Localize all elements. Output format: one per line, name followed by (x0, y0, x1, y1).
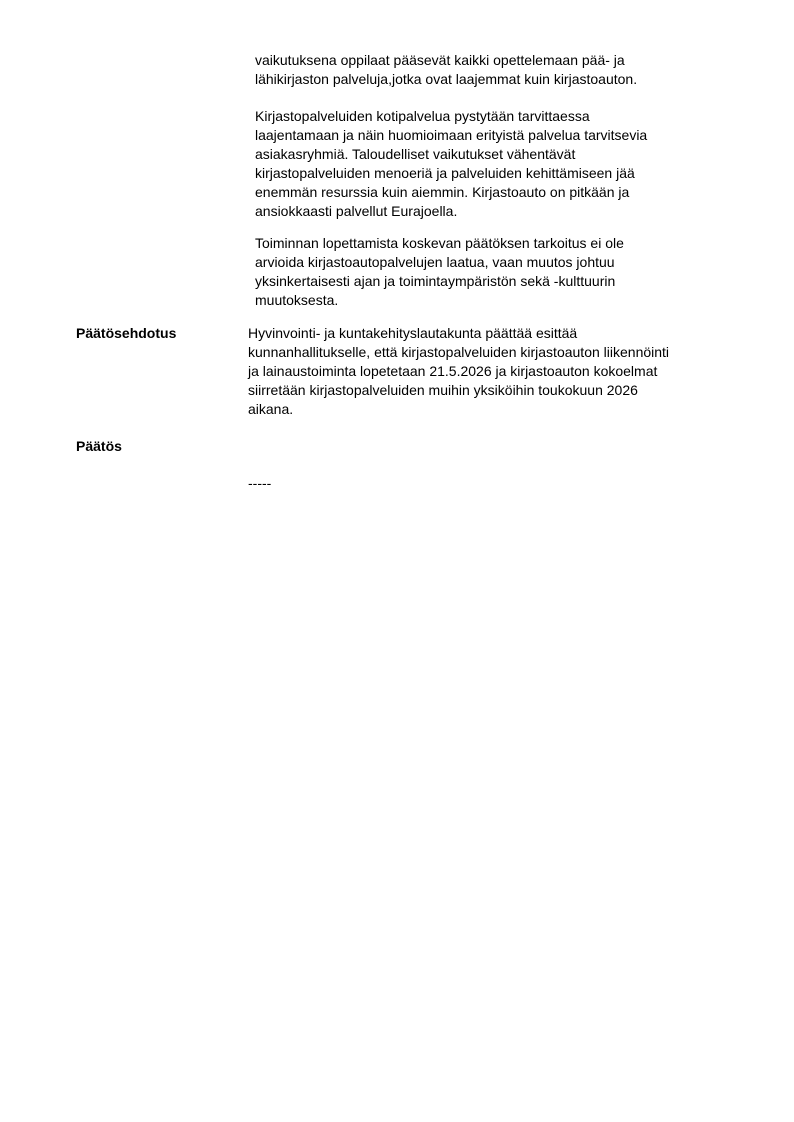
proposal-text (248, 324, 748, 419)
proposal-label: Päätösehdotus (76, 325, 177, 341)
paragraph-3 (255, 234, 715, 310)
proposal-line: aikana. (248, 401, 294, 417)
paragraph-line: enemmän resurssia kuin aiemmin. Kirjastoauto on pitkään ja (255, 184, 630, 200)
paragraph-line: Toiminnan lopettamista koskevan päätöksen tarkoitus ei ole (255, 235, 624, 251)
proposal-line: kunnanhallitukselle, että kirjastopalveluiden kirjastoauton liikennöinti (248, 344, 670, 360)
proposal-line: ja lainaustoiminta lopetetaan 21.5.2026 ja kirjastoauton kokoelmat (248, 363, 658, 379)
paragraph-line: vaikutuksena oppilaat pääsevät kaikki opettelemaan pää- ja (255, 52, 625, 68)
proposal-line: Hyvinvointi- ja kuntakehityslautakunta päättää esittää (248, 325, 578, 341)
paragraph-line: yksinkertaisesti ajan ja toimintaympäristön sekä -kulttuurin (255, 273, 616, 289)
paragraph-1 (255, 51, 715, 89)
paragraph-line: ansiokkaasti palvellut Eurajoella. (255, 203, 458, 219)
paragraph-line: arvioida kirjastoautopalvelujen laatua, vaan muutos johtuu (255, 254, 615, 270)
proposal-line: siirretään kirjastopalveluiden muihin yksiköihin toukokuun 2026 (248, 382, 638, 398)
paragraph-line: laajentamaan ja näin huomioimaan erityistä palvelua tarvitsevia (255, 127, 648, 143)
paragraph-line: muutoksesta. (255, 292, 339, 308)
decision-text: ----- (248, 475, 272, 491)
paragraph-line: lähikirjaston palveluja,jotka ovat laajemmat kuin kirjastoauton. (255, 71, 638, 87)
decision-label: Päätös (76, 438, 122, 454)
paragraph-line: asiakasryhmiä. Taloudelliset vaikutukset vähentävät (255, 146, 576, 162)
paragraph-line: kirjastopalveluiden menoeriä ja palveluiden kehittämiseen jää (255, 165, 635, 181)
paragraph-line: Kirjastopalveluiden kotipalvelua pystytään tarvittaessa (255, 108, 590, 124)
paragraph-2 (255, 107, 715, 221)
